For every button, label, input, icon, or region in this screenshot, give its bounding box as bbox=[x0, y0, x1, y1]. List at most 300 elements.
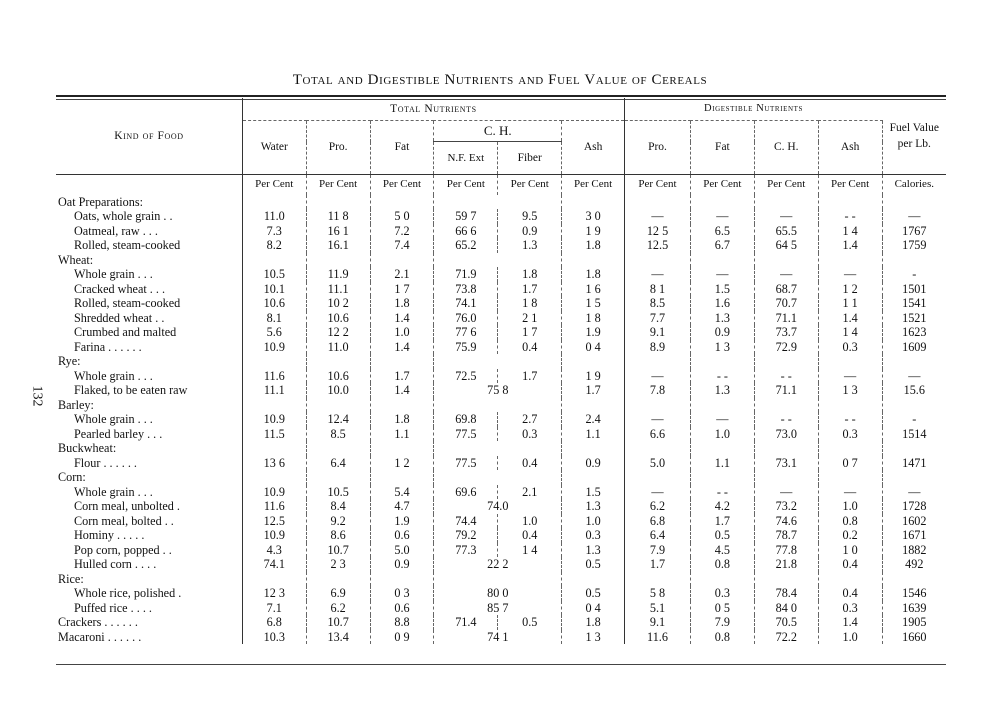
table-cell bbox=[818, 195, 882, 210]
table-cell: 8.5 bbox=[306, 427, 370, 442]
table-cell: — bbox=[818, 369, 882, 384]
table-cell bbox=[754, 398, 818, 413]
table-cell bbox=[370, 253, 434, 268]
table-cell: 73.8 bbox=[434, 282, 498, 297]
table-cell bbox=[370, 354, 434, 369]
fat-header: Fat bbox=[370, 121, 434, 175]
table-cell: 1546 bbox=[902, 586, 927, 600]
fuel-value-header: Fuel Value per Lb. bbox=[889, 122, 939, 150]
table-cell: 6.4 bbox=[625, 528, 691, 543]
table-cell: 11 8 bbox=[306, 209, 370, 224]
table-cell: 5.4 bbox=[370, 485, 434, 500]
table-cell: 0.8 bbox=[818, 514, 882, 529]
table-cell: 0 7 bbox=[818, 456, 882, 471]
table-cell: 13.4 bbox=[306, 630, 370, 645]
table-cell: 7.9 bbox=[625, 543, 691, 558]
table-cell: 4.2 bbox=[690, 499, 754, 514]
table-cell: 76.0 bbox=[434, 311, 498, 326]
table-cell: 69.6 bbox=[434, 485, 498, 500]
table-cell: 8.9 bbox=[625, 340, 691, 355]
table-cell: 0 4 bbox=[562, 340, 625, 355]
table-cell: 0.3 bbox=[498, 427, 562, 442]
table-row bbox=[56, 601, 946, 616]
group-row bbox=[56, 354, 946, 369]
table-cell: 7.3 bbox=[242, 224, 306, 239]
table-cell: - - bbox=[818, 412, 882, 427]
table-cell: 3 0 bbox=[562, 209, 625, 224]
food-name: Wheat: bbox=[56, 253, 242, 268]
table-cell: 2 1 bbox=[498, 311, 562, 326]
table-row bbox=[56, 383, 946, 398]
table-cell: 1.7 bbox=[370, 369, 434, 384]
table-cell: 6.2 bbox=[625, 499, 691, 514]
table-cell: 1.3 bbox=[690, 311, 754, 326]
table-cell: 1.9 bbox=[370, 514, 434, 529]
table-cell bbox=[242, 572, 306, 587]
table-cell bbox=[434, 398, 562, 413]
table-cell: 0.4 bbox=[498, 528, 562, 543]
table-cell: 71.1 bbox=[754, 311, 818, 326]
table-cell: 1 9 bbox=[562, 224, 625, 239]
table-cell bbox=[625, 354, 691, 369]
table-cell: 1 2 bbox=[370, 456, 434, 471]
food-name: Corn: bbox=[56, 470, 242, 485]
table-cell: 6.5 bbox=[690, 224, 754, 239]
table-cell bbox=[882, 441, 946, 456]
table-cell bbox=[818, 253, 882, 268]
table-cell: 0.3 bbox=[562, 528, 625, 543]
table-cell: 84 0 bbox=[754, 601, 818, 616]
table-row bbox=[56, 369, 946, 384]
table-cell: 5.6 bbox=[242, 325, 306, 340]
table-cell bbox=[306, 195, 370, 210]
table-cell: 1 2 bbox=[818, 282, 882, 297]
table-row bbox=[56, 412, 946, 427]
unit-label: Per Cent bbox=[242, 175, 306, 195]
table-cell bbox=[562, 354, 625, 369]
food-name: Cracked wheat . . . bbox=[56, 282, 242, 297]
table-cell: 0.4 bbox=[818, 557, 882, 572]
table-cell: 0.6 bbox=[370, 528, 434, 543]
table-cell bbox=[882, 195, 946, 210]
table-cell: 6.6 bbox=[625, 427, 691, 442]
table-cell: 75.9 bbox=[434, 340, 498, 355]
table-cell: 0.4 bbox=[498, 456, 562, 471]
fiber-header: Fiber bbox=[498, 142, 562, 175]
table-cell bbox=[434, 572, 562, 587]
table-cell: 77 6 bbox=[434, 325, 498, 340]
table-cell: 1 3 bbox=[562, 630, 625, 645]
table-cell: 73.1 bbox=[754, 456, 818, 471]
table-cell: 12 2 bbox=[306, 325, 370, 340]
table-cell bbox=[370, 398, 434, 413]
table-cell: 10.6 bbox=[306, 369, 370, 384]
table-cell: 1.7 bbox=[498, 369, 562, 384]
table-cell: 65.2 bbox=[434, 238, 498, 253]
dig-ash-header: Ash bbox=[818, 121, 882, 175]
table-cell: 1 3 bbox=[690, 340, 754, 355]
table-cell: 0.6 bbox=[370, 601, 434, 616]
table-cell: 1521 bbox=[902, 310, 927, 325]
table-cell bbox=[434, 195, 562, 210]
table-cell: 11.1 bbox=[306, 282, 370, 297]
table-cell: 77.5 bbox=[434, 427, 498, 442]
digestible-nutrients-header: Digestible Nutrients bbox=[625, 98, 883, 121]
table-cell: 10.9 bbox=[242, 528, 306, 543]
table-cell: 1.4 bbox=[370, 311, 434, 326]
table-cell: 10.0 bbox=[306, 383, 370, 398]
table-cell: 74.0 bbox=[434, 499, 562, 514]
table-cell: 2.7 bbox=[498, 412, 562, 427]
table-cell: — bbox=[625, 485, 691, 500]
table-cell: 11.1 bbox=[242, 383, 306, 398]
food-name: Whole grain . . . bbox=[56, 412, 242, 427]
table-cell: 15.6 bbox=[903, 383, 925, 397]
table-cell: 8.2 bbox=[242, 238, 306, 253]
table-cell: 2.4 bbox=[562, 412, 625, 427]
table-cell: 8.6 bbox=[306, 528, 370, 543]
table-cell: 492 bbox=[905, 557, 924, 571]
table-cell bbox=[818, 572, 882, 587]
food-name: Oatmeal, raw . . . bbox=[56, 224, 242, 239]
table-row bbox=[56, 238, 946, 253]
nutrients-table bbox=[56, 98, 946, 644]
table-cell: 78.4 bbox=[754, 586, 818, 601]
unit-label: Per Cent bbox=[370, 175, 434, 195]
table-cell: 5 0 bbox=[370, 209, 434, 224]
group-row bbox=[56, 398, 946, 413]
food-name: Whole grain . . . bbox=[56, 267, 242, 282]
food-name: Macaroni . . . . . . bbox=[56, 630, 242, 645]
table-cell: 7.8 bbox=[625, 383, 691, 398]
top-rule bbox=[56, 95, 946, 97]
kind-of-food-header: Kind of Food bbox=[56, 98, 242, 175]
table-cell: — bbox=[625, 369, 691, 384]
table-cell: 12 5 bbox=[625, 224, 691, 239]
table-cell: — bbox=[690, 209, 754, 224]
table-cell: 68.7 bbox=[754, 282, 818, 297]
table-row bbox=[56, 514, 946, 529]
table-cell: 1.4 bbox=[370, 383, 434, 398]
table-cell: 72.9 bbox=[754, 340, 818, 355]
table-cell: 73.2 bbox=[754, 499, 818, 514]
table-cell: 11.5 bbox=[242, 427, 306, 442]
table-cell bbox=[754, 195, 818, 210]
table-cell: 78.7 bbox=[754, 528, 818, 543]
table-cell: — bbox=[690, 267, 754, 282]
table-cell: 1602 bbox=[902, 513, 927, 528]
table-cell bbox=[370, 572, 434, 587]
table-cell: 71.4 bbox=[434, 615, 498, 630]
table-cell: 0.4 bbox=[818, 586, 882, 601]
table-cell: - - bbox=[690, 369, 754, 384]
table-cell: 0 3 bbox=[370, 586, 434, 601]
table-cell: - - bbox=[754, 412, 818, 427]
group-row bbox=[56, 572, 946, 587]
table-cell: 6.8 bbox=[625, 514, 691, 529]
table-cell: 1.7 bbox=[625, 557, 691, 572]
table-cell: 21.8 bbox=[754, 557, 818, 572]
unit-label: Per Cent bbox=[818, 175, 882, 195]
table-cell: 74.6 bbox=[754, 514, 818, 529]
table-cell bbox=[242, 441, 306, 456]
table-cell: 0.9 bbox=[690, 325, 754, 340]
total-nutrients-header: Total Nutrients bbox=[242, 98, 624, 121]
table-cell: 1639 bbox=[902, 600, 927, 615]
table-cell: 1.5 bbox=[690, 282, 754, 297]
table-cell bbox=[882, 572, 946, 587]
table-row bbox=[56, 209, 946, 224]
table-cell: 1.7 bbox=[498, 282, 562, 297]
table-cell: 1.6 bbox=[690, 296, 754, 311]
table-cell: 0.3 bbox=[818, 601, 882, 616]
table-cell: 59 7 bbox=[434, 209, 498, 224]
table-cell: — bbox=[754, 485, 818, 500]
table-cell: 0.5 bbox=[562, 557, 625, 572]
table-cell bbox=[625, 253, 691, 268]
protein-header: Pro. bbox=[306, 121, 370, 175]
table-cell: 8.4 bbox=[306, 499, 370, 514]
table-row bbox=[56, 282, 946, 297]
food-name: Flour . . . . . . bbox=[56, 456, 242, 471]
table-cell bbox=[306, 253, 370, 268]
table-cell: — bbox=[625, 412, 691, 427]
table-cell: 5.0 bbox=[625, 456, 691, 471]
table-cell bbox=[625, 195, 691, 210]
table-cell bbox=[562, 398, 625, 413]
table-cell: 10.7 bbox=[306, 543, 370, 558]
table-cell: 1501 bbox=[902, 281, 927, 296]
table-cell bbox=[434, 354, 562, 369]
table-cell bbox=[370, 441, 434, 456]
table-cell bbox=[625, 441, 691, 456]
table-cell bbox=[306, 470, 370, 485]
table-cell: 1623 bbox=[902, 325, 927, 339]
table-cell: 0.4 bbox=[498, 340, 562, 355]
table-cell: 1.3 bbox=[690, 383, 754, 398]
table-cell: — bbox=[818, 267, 882, 282]
table-cell: 1882 bbox=[902, 542, 927, 557]
table-row bbox=[56, 528, 946, 543]
table-cell: 10.9 bbox=[242, 412, 306, 427]
table-cell: 1.5 bbox=[562, 485, 625, 500]
table-cell: 1.1 bbox=[562, 427, 625, 442]
table-cell bbox=[242, 470, 306, 485]
table-cell: 10.5 bbox=[242, 267, 306, 282]
table-cell bbox=[625, 572, 691, 587]
table-cell: 1767 bbox=[902, 223, 927, 238]
table-cell: 1.0 bbox=[690, 427, 754, 442]
table-cell: 80 0 bbox=[434, 586, 562, 601]
table-cell: 1.8 bbox=[562, 267, 625, 282]
group-row bbox=[56, 253, 946, 268]
food-name: Whole grain . . . bbox=[56, 369, 242, 384]
table-cell bbox=[882, 253, 946, 268]
table-cell: 74.1 bbox=[434, 296, 498, 311]
table-cell: 1 0 bbox=[818, 543, 882, 558]
table-cell: 0.8 bbox=[690, 630, 754, 645]
table-cell: 1.8 bbox=[370, 296, 434, 311]
table-cell: 11.6 bbox=[242, 499, 306, 514]
table-cell bbox=[690, 572, 754, 587]
group-row bbox=[56, 615, 946, 630]
table-row bbox=[56, 267, 946, 282]
table-body bbox=[56, 195, 946, 645]
table-cell: 10.6 bbox=[242, 296, 306, 311]
food-name: Pearled barley . . . bbox=[56, 427, 242, 442]
table-cell bbox=[818, 398, 882, 413]
table-cell: 85 7 bbox=[434, 601, 562, 616]
table-row bbox=[56, 485, 946, 500]
table-cell bbox=[370, 195, 434, 210]
table-cell: 10 2 bbox=[306, 296, 370, 311]
food-name: Corn meal, bolted . . bbox=[56, 514, 242, 529]
group-row bbox=[56, 630, 946, 645]
dig-carbohydrate-header: C. H. bbox=[754, 121, 818, 175]
table-cell: 74 1 bbox=[434, 630, 562, 645]
table-cell: 1.0 bbox=[498, 514, 562, 529]
table-cell: 7.7 bbox=[625, 311, 691, 326]
table-cell: 1.8 bbox=[562, 615, 625, 630]
nf-ext-header: N.F. Ext bbox=[434, 142, 498, 175]
table-cell: 1 9 bbox=[562, 369, 625, 384]
table-cell bbox=[690, 195, 754, 210]
food-name: Crumbed and malted bbox=[56, 325, 242, 340]
table-cell bbox=[306, 354, 370, 369]
table-cell: 73.7 bbox=[754, 325, 818, 340]
units-row bbox=[56, 175, 946, 195]
table-row bbox=[56, 456, 946, 471]
table-cell: 1728 bbox=[902, 499, 927, 513]
table-cell: 11.6 bbox=[242, 369, 306, 384]
table-cell bbox=[754, 354, 818, 369]
table-cell: 22 2 bbox=[434, 557, 562, 572]
table-cell: 8.1 bbox=[242, 311, 306, 326]
table-cell: 2 3 bbox=[306, 557, 370, 572]
table-cell: 1.3 bbox=[498, 238, 562, 253]
unit-label: Per Cent bbox=[562, 175, 625, 195]
table-cell bbox=[306, 441, 370, 456]
table-cell: 1 4 bbox=[498, 543, 562, 558]
table-row bbox=[56, 557, 946, 572]
table-cell: 11.0 bbox=[306, 340, 370, 355]
table-cell: 11.0 bbox=[242, 209, 306, 224]
table-cell: 0.8 bbox=[690, 557, 754, 572]
table-cell: 64 5 bbox=[754, 238, 818, 253]
table-cell: 1.1 bbox=[690, 456, 754, 471]
table-cell: 5.1 bbox=[625, 601, 691, 616]
table-cell bbox=[754, 572, 818, 587]
table-cell: 71.9 bbox=[434, 267, 498, 282]
table-cell bbox=[690, 253, 754, 268]
dig-fat-header: Fat bbox=[690, 121, 754, 175]
table-cell: 0.9 bbox=[370, 557, 434, 572]
table-cell: 8.8 bbox=[370, 615, 434, 630]
table-cell: 79.2 bbox=[434, 528, 498, 543]
table-cell: 7.2 bbox=[370, 224, 434, 239]
group-row bbox=[56, 441, 946, 456]
table-cell: 8 1 bbox=[625, 282, 691, 297]
food-name: Pop corn, popped . . bbox=[56, 543, 242, 558]
table-cell: 69.8 bbox=[434, 412, 498, 427]
food-name: Crackers . . . . . . bbox=[56, 615, 242, 630]
table-cell: 9.2 bbox=[306, 514, 370, 529]
table-cell: 0.9 bbox=[498, 224, 562, 239]
table-cell: 13 6 bbox=[242, 456, 306, 471]
table-cell: 10.3 bbox=[242, 630, 306, 645]
table-cell: 12 3 bbox=[242, 586, 306, 601]
table-cell bbox=[882, 354, 946, 369]
table-row bbox=[56, 311, 946, 326]
group-row bbox=[56, 470, 946, 485]
food-name: Whole rice, polished . bbox=[56, 586, 242, 601]
table-row bbox=[56, 427, 946, 442]
table-cell: 7.9 bbox=[690, 615, 754, 630]
food-name: Rice: bbox=[56, 572, 242, 587]
table-cell: 1471 bbox=[902, 455, 927, 470]
table-cell bbox=[242, 253, 306, 268]
table-cell: 1671 bbox=[902, 528, 927, 542]
table-cell: 1 6 bbox=[562, 282, 625, 297]
table-cell: — bbox=[818, 485, 882, 500]
table-cell: 10.6 bbox=[306, 311, 370, 326]
table-cell: - - bbox=[818, 209, 882, 224]
table-cell: 1 7 bbox=[498, 325, 562, 340]
table-cell: 73.0 bbox=[754, 427, 818, 442]
table-cell: 11.6 bbox=[625, 630, 691, 645]
table-cell: 0 4 bbox=[562, 601, 625, 616]
table-cell: 0.9 bbox=[562, 456, 625, 471]
table-cell bbox=[625, 398, 691, 413]
table-cell: 1 8 bbox=[498, 296, 562, 311]
table-cell: — bbox=[690, 412, 754, 427]
table-title: Total and Digestible Nutrients and Fuel Value of Cereals bbox=[292, 72, 708, 88]
table-cell: 65.5 bbox=[754, 224, 818, 239]
page-number: 132 bbox=[29, 385, 45, 407]
table-cell: 1.7 bbox=[562, 383, 625, 398]
table-cell: 74.1 bbox=[242, 557, 306, 572]
unit-label: Per Cent bbox=[306, 175, 370, 195]
table-cell bbox=[562, 253, 625, 268]
food-name: Shredded wheat . . bbox=[56, 311, 242, 326]
table-cell: 10.1 bbox=[242, 282, 306, 297]
table-cell: 6.7 bbox=[690, 238, 754, 253]
food-name: Flaked, to be eaten raw bbox=[56, 383, 242, 398]
table-cell: 6.2 bbox=[306, 601, 370, 616]
table-cell: 4.7 bbox=[370, 499, 434, 514]
table-cell: 0.3 bbox=[818, 427, 882, 442]
table-cell: — bbox=[754, 267, 818, 282]
table-cell: 0.2 bbox=[818, 528, 882, 543]
table-cell bbox=[690, 470, 754, 485]
table-cell: 1.4 bbox=[370, 340, 434, 355]
table-cell: 1.0 bbox=[818, 630, 882, 645]
table-cell: 70.5 bbox=[754, 615, 818, 630]
table-cell bbox=[434, 253, 562, 268]
food-name: Rye: bbox=[56, 354, 242, 369]
table-cell: 72.2 bbox=[754, 630, 818, 645]
table-row bbox=[56, 224, 946, 239]
table-cell: 1.8 bbox=[562, 238, 625, 253]
table-cell bbox=[754, 470, 818, 485]
food-name: Hulled corn . . . . bbox=[56, 557, 242, 572]
food-name: Hominy . . . . . bbox=[56, 528, 242, 543]
table-cell bbox=[690, 354, 754, 369]
food-name: Buckwheat: bbox=[56, 441, 242, 456]
table-cell: 8.5 bbox=[625, 296, 691, 311]
table-cell: 5 8 bbox=[625, 586, 691, 601]
table-cell: 1 1 bbox=[818, 296, 882, 311]
